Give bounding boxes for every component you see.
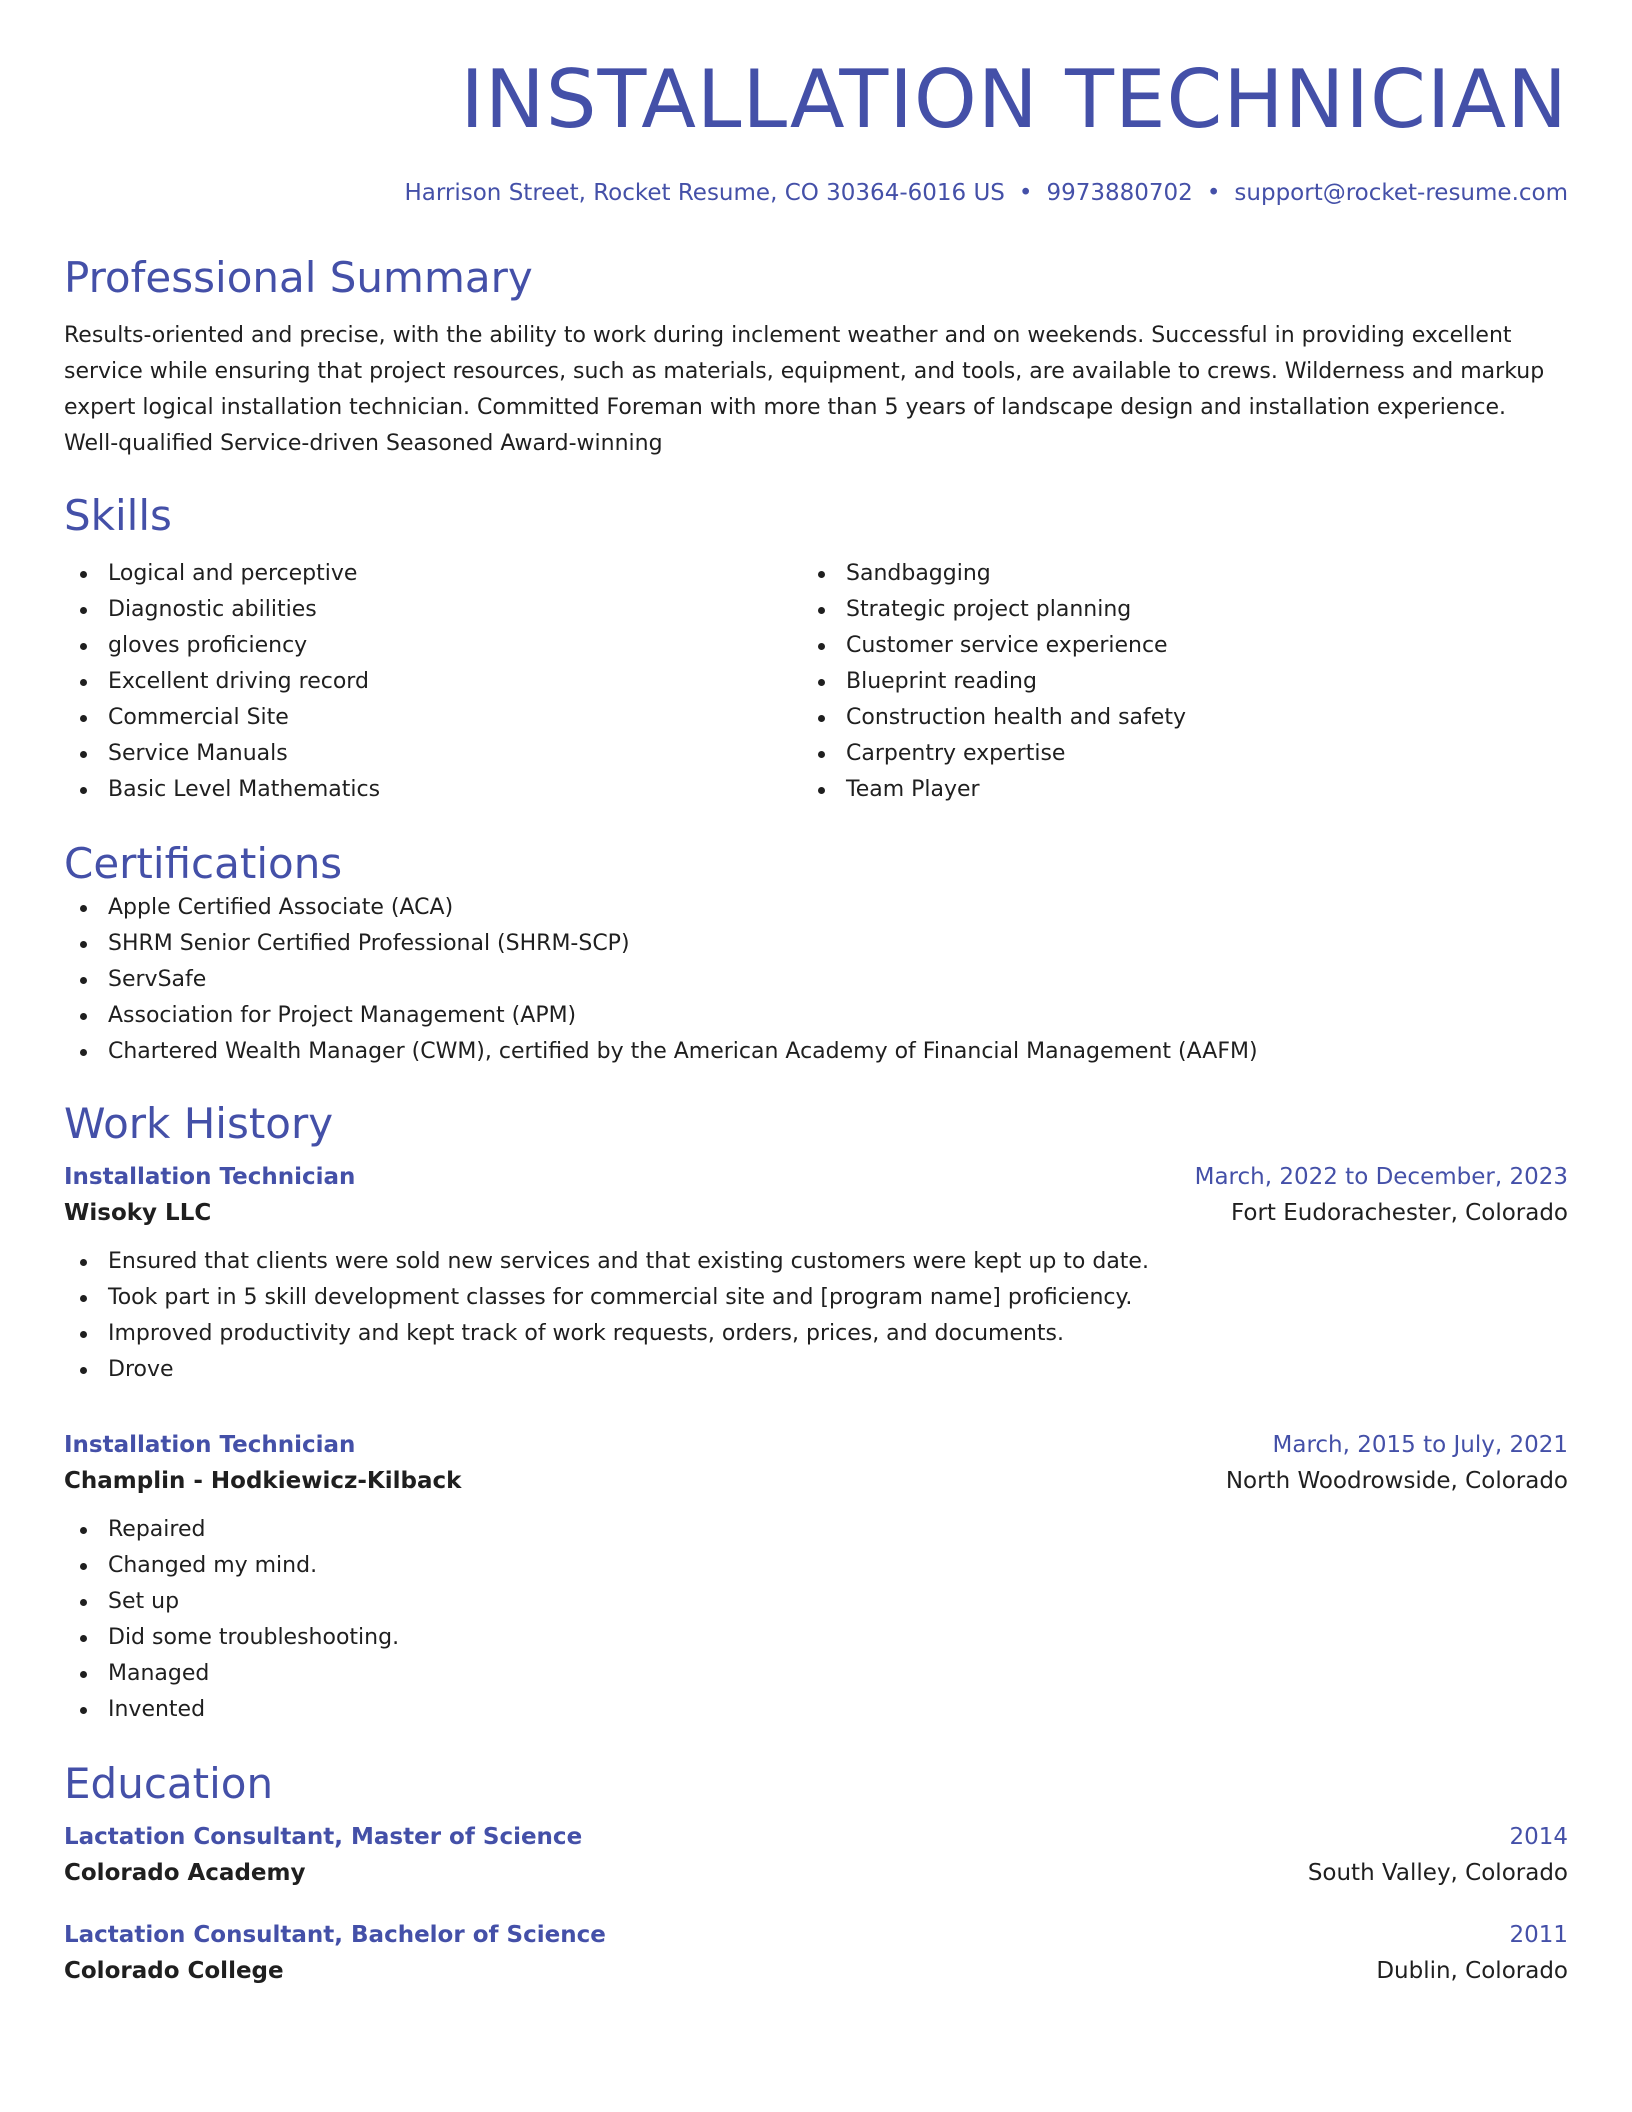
summary-heading: Professional Summary	[64, 253, 533, 302]
certification-item: Apple Certified Associate (ACA)	[64, 890, 1568, 926]
job-company-row	[64, 1468, 1568, 1494]
job-dates: March, 2015 to July, 2021	[1272, 1432, 1568, 1458]
job-entry	[64, 1432, 1568, 1728]
education-degree: Lactation Consultant, Bachelor of Science	[64, 1922, 606, 1948]
skill-item: Diagnostic abilities	[64, 592, 802, 628]
skill-item: Service Manuals	[64, 736, 802, 772]
education-location: Dublin, Colorado	[1376, 1958, 1568, 1984]
job-title-row	[64, 1432, 1568, 1458]
certifications-heading: Certifications	[64, 839, 343, 888]
resume-name-title: INSTALLATION TECHNICIAN	[460, 53, 1568, 146]
education-school-row	[64, 1958, 1568, 1984]
skill-item: Commercial Site	[64, 700, 802, 736]
skill-item: Construction health and safety	[802, 700, 1568, 736]
skill-item: gloves proficiency	[64, 628, 802, 664]
summary-text: Results-oriented and precise, with the ability to work during inclement weather and on weekends. Successful in providing excellent service while ensuring that project resources, such as materials, equipment, and tools, are available to crews. Wilderness and markup expert logical installation technician. Committed Foreman with more than 5 years of landscape design and installation experience. Well-qualified Service-driven Seasoned Award-winning	[64, 323, 1545, 456]
education-degree: Lactation Consultant, Master of Science	[64, 1824, 583, 1850]
education-school: Colorado College	[64, 1958, 284, 1984]
contact-separator: •	[1018, 180, 1033, 206]
job-location: Fort Eudorachester, Colorado	[1230, 1200, 1568, 1226]
job-dates: March, 2022 to December, 2023	[1194, 1164, 1568, 1190]
job-bullet: Repaired	[64, 1512, 1568, 1548]
skills-left-list	[64, 556, 802, 808]
certification-item: Chartered Wealth Manager (CWM), certified by the American Academy of Financial Management (AAFM)	[64, 1034, 1568, 1070]
contact-separator: •	[1206, 180, 1221, 206]
job-bullet: Invented	[64, 1692, 1568, 1728]
contact-line	[64, 180, 1568, 206]
education-school-row	[64, 1860, 1568, 1886]
education-heading: Education	[64, 1759, 274, 1808]
job-bullet: Took part in 5 skill development classes for commercial site and [program name] proficiency.	[64, 1280, 1568, 1316]
job-entry	[64, 1164, 1568, 1388]
education-entry	[64, 1922, 1568, 1984]
skills-grid	[64, 556, 1568, 808]
job-bullet: Ensured that clients were sold new services and that existing customers were kept up to date.	[64, 1244, 1568, 1280]
job-title-row	[64, 1164, 1568, 1190]
job-bullet: Did some troubleshooting.	[64, 1620, 1568, 1656]
job-bullets	[64, 1512, 1568, 1728]
skill-item: Logical and perceptive	[64, 556, 802, 592]
work-history-heading: Work History	[64, 1099, 334, 1148]
education-year: 2011	[1509, 1922, 1568, 1948]
education-year: 2014	[1509, 1824, 1568, 1850]
job-bullet: Drove	[64, 1352, 1568, 1388]
job-company-row	[64, 1200, 1568, 1226]
skill-item: Carpentry expertise	[802, 736, 1568, 772]
job-role: Installation Technician	[64, 1432, 356, 1458]
skills-right-list	[802, 556, 1568, 808]
education-entry	[64, 1824, 1568, 1886]
skill-item: Sandbagging	[802, 556, 1568, 592]
job-bullet: Set up	[64, 1584, 1568, 1620]
job-role: Installation Technician	[64, 1164, 356, 1190]
education-degree-row	[64, 1824, 1568, 1850]
skills-heading: Skills	[64, 491, 172, 540]
job-company: Champlin - Hodkiewicz-Kilback	[64, 1468, 462, 1494]
contact-phone: 9973880702	[1046, 180, 1193, 206]
skill-item: Customer service experience	[802, 628, 1568, 664]
education-degree-row	[64, 1922, 1568, 1948]
certifications-list	[64, 890, 1568, 1070]
skill-item: Team Player	[802, 772, 1568, 808]
job-bullet: Managed	[64, 1656, 1568, 1692]
education-location: South Valley, Colorado	[1307, 1860, 1568, 1886]
skill-item: Blueprint reading	[802, 664, 1568, 700]
education-school: Colorado Academy	[64, 1860, 306, 1886]
contact-email: support@rocket-resume.com	[1234, 180, 1568, 206]
job-location: North Woodrowside, Colorado	[1225, 1468, 1568, 1494]
job-bullet: Changed my mind.	[64, 1548, 1568, 1584]
job-company: Wisoky LLC	[64, 1200, 212, 1226]
job-bullet: Improved productivity and kept track of work requests, orders, prices, and documents.	[64, 1316, 1568, 1352]
contact-address: Harrison Street, Rocket Resume, CO 30364-6016 US	[404, 180, 1005, 206]
skill-item: Excellent driving record	[64, 664, 802, 700]
skill-item: Strategic project planning	[802, 592, 1568, 628]
certification-item: Association for Project Management (APM)	[64, 998, 1568, 1034]
certification-item: SHRM Senior Certified Professional (SHRM-SCP)	[64, 926, 1568, 962]
skill-item: Basic Level Mathematics	[64, 772, 802, 808]
certification-item: ServSafe	[64, 962, 1568, 998]
job-bullets	[64, 1244, 1568, 1388]
